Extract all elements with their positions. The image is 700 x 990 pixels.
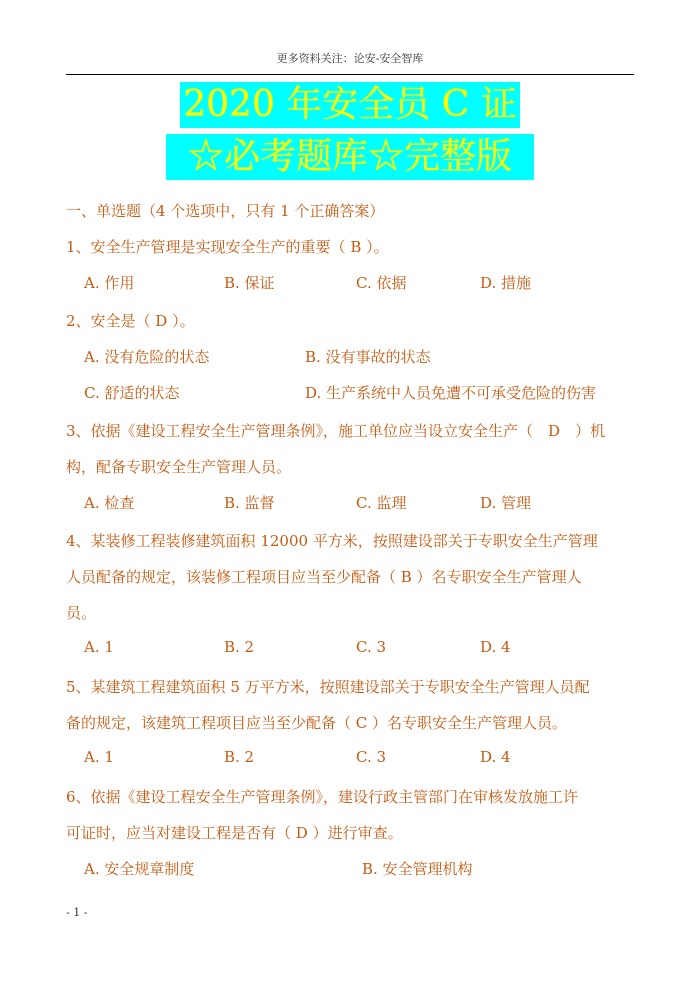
q5-option-a: A. 1	[84, 748, 114, 766]
document-title-line-1: 2020 年安全员 C 证	[180, 82, 520, 128]
question-3-line-2: 构，配备专职安全生产管理人员。	[66, 458, 292, 476]
q1-option-a: A. 作用	[84, 274, 135, 292]
q4-option-d: D. 4	[480, 638, 511, 656]
document-title-line-2: ☆必考题库☆完整版	[166, 134, 534, 180]
question-6-line-1: 6、依据《建设工程安全生产管理条例》，建设行政主管部门在审核发放施工许	[66, 788, 579, 806]
question-4-line-3: 员。	[66, 604, 97, 622]
page-number: - 1 -	[66, 906, 88, 919]
question-5-line-2: 备的规定，该建筑工程项目应当至少配备（ C ）名专职安全生产管理人员。	[66, 714, 568, 732]
header-divider	[66, 74, 634, 75]
question-5-line-1: 5、某建筑工程建筑面积 5 万平方米，按照建设部关于专职安全生产管理人员配	[66, 678, 590, 696]
section-heading: 一、单选题（4 个选项中，只有 1 个正确答案）	[66, 202, 385, 220]
page-header: 更多资料关注：论安-安全智库	[276, 52, 424, 65]
q3-option-d: D. 管理	[480, 494, 532, 512]
q4-option-b: B. 2	[224, 638, 255, 656]
q2-option-c: C. 舒适的状态	[84, 384, 180, 402]
q4-option-c: C. 3	[356, 638, 387, 656]
q1-option-c: C. 依据	[356, 274, 407, 292]
q5-option-b: B. 2	[224, 748, 255, 766]
q3-option-a: A. 检查	[84, 494, 135, 512]
q6-option-b: B. 安全管理机构	[362, 860, 473, 878]
q4-option-a: A. 1	[84, 638, 114, 656]
question-4-line-1: 4、某装修工程装修建筑面积 12000 平方米，按照建设部关于专职安全生产管理	[66, 532, 598, 550]
q3-option-c: C. 监理	[356, 494, 407, 512]
question-6-line-2: 可证时，应当对建设工程是否有（ D ）进行审查。	[66, 824, 403, 842]
q1-option-d: D. 措施	[480, 274, 532, 292]
question-1: 1、安全生产管理是实现安全生产的重要（ B ）。	[66, 238, 389, 256]
q3-option-b: B. 监督	[224, 494, 275, 512]
q2-option-d: D. 生产系统中人员免遭不可承受危险的伤害	[305, 384, 597, 402]
q1-option-b: B. 保证	[224, 274, 275, 292]
question-3-line-1: 3、依据《建设工程安全生产管理条例》，施工单位应当设立安全生产（ D ）机	[66, 422, 606, 440]
question-4-line-2: 人员配备的规定，该装修工程项目应当至少配备（ B ）名专职安全生产管理人	[66, 568, 582, 586]
q2-option-a: A. 没有危险的状态	[84, 348, 210, 366]
q5-option-d: D. 4	[480, 748, 511, 766]
question-2: 2、安全是（ D ）。	[66, 312, 195, 330]
q6-option-a: A. 安全规章制度	[84, 860, 195, 878]
q2-option-b: B. 没有事故的状态	[305, 348, 431, 366]
q5-option-c: C. 3	[356, 748, 387, 766]
